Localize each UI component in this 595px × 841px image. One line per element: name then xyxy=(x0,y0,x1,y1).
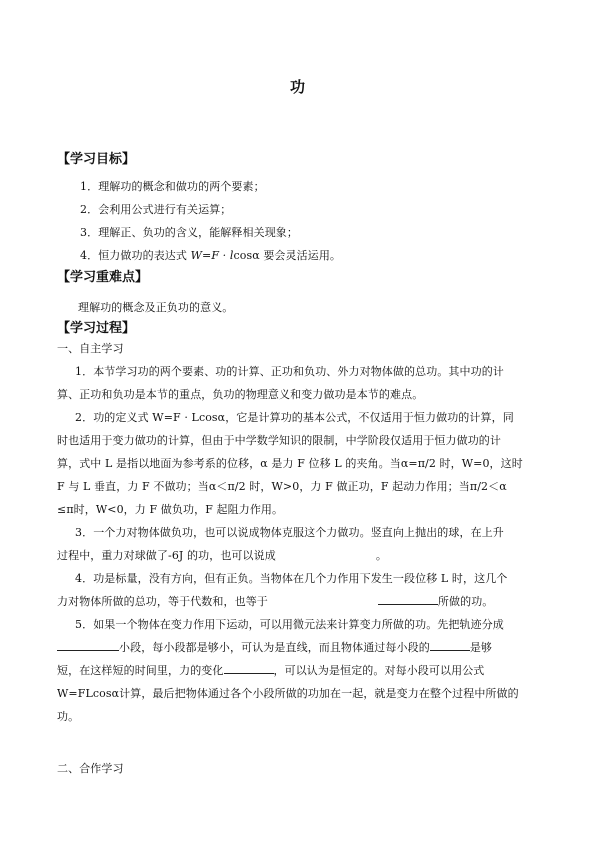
paragraph-line: 3．一个力对物体做负功，也可以说成物体克服这个力做功。竖直向上抛出的球，在上升 xyxy=(75,526,504,539)
goal-item xyxy=(80,247,341,263)
answer-blank[interactable] xyxy=(276,547,376,559)
goal-item: 1．理解功的概念和做功的两个要素； xyxy=(80,180,265,193)
answer-blank[interactable] xyxy=(430,639,470,651)
p5-text: 是够 xyxy=(469,641,493,654)
p4-end: 所做的功。 xyxy=(437,595,494,608)
page-title: 功 xyxy=(289,78,305,96)
paragraph-line: 1．本节学习功的两个要素、功的计算、正功和负功、外力对物体做的总功。其中功的计 xyxy=(75,365,504,378)
paragraph-line: 2．功的定义式 W=F · Lcosα，它是计算功的基本公式，不仅适用于恒力做功的计算，同 xyxy=(75,411,514,424)
paragraph-line xyxy=(57,639,492,655)
answer-blank[interactable] xyxy=(378,593,438,605)
answer-blank[interactable] xyxy=(57,639,119,651)
paragraph-line: 4．功是标量，没有方向，但有正负。当物体在几个力作用下发生一段位移 L 时，这几个 xyxy=(75,572,508,585)
part1-title: 一、自主学习 xyxy=(57,342,124,355)
paragraph-line: 时也适用于变力做功的计算，但由于中学数学知识的限制，中学阶段仅适用于恒力做功的计 xyxy=(57,434,501,447)
answer-blank[interactable] xyxy=(224,662,274,674)
goal-item: 2．会利用公式进行有关运算； xyxy=(80,203,232,216)
goal4-pre: 4．恒力做功的表达式 xyxy=(80,249,191,262)
key-text: 理解功的概念及正负功的意义。 xyxy=(78,301,234,314)
goal4-post: cosα 要会灵活运用。 xyxy=(233,249,342,262)
goal4-formula: W=F · l xyxy=(190,249,234,262)
paragraph-line: F 与 L 垂直，力 F 不做功；当α＜π/2 时，W>0，力 F 做正功，F 起动力作用；当π/2＜α xyxy=(57,480,507,493)
paragraph-line: 算、正功和负功是本节的重点，负功的物理意义和变力做功是本节的难点。 xyxy=(57,388,424,401)
key-heading: 【学习重难点】 xyxy=(57,270,149,285)
paragraph-line: 功。 xyxy=(57,710,80,723)
paragraph-line: 算，式中 L 是指以地面为参考系的位移，α 是力 F 位移 L 的夹角。当α=π/2 时，W=0，这时 xyxy=(57,457,523,470)
paragraph-line xyxy=(57,662,484,678)
paragraph-line: W=FLcosα计算，最后把物体通过各个小段所做的功加在一起，就是变力在整个过程中所做的 xyxy=(57,687,519,700)
paragraph-line xyxy=(57,547,387,563)
paragraph-line: ≤π时，W<0，力 F 做负功，F 起阻力作用。 xyxy=(57,503,284,516)
p5-text: 小段，每小段都是够小，可认为是直线，而且物体通过每小段的 xyxy=(119,641,430,654)
p3-text: 过程中，重力对球做了-6J 的功，也可以说成 xyxy=(57,549,276,562)
p5-text: ，可以认为是恒定的。对每小段可以用公式 xyxy=(273,664,485,677)
process-heading: 【学习过程】 xyxy=(57,321,136,336)
paragraph-line: 5．如果一个物体在变力作用下运动，可以用微元法来计算变力所做的功。先把轨迹分成 xyxy=(75,618,504,631)
part2-title: 二、合作学习 xyxy=(57,762,124,775)
paragraph-line xyxy=(57,593,493,609)
goal-item: 3．理解正、负功的含义，能解释相关现象； xyxy=(80,226,298,239)
p3-end: 。 xyxy=(375,549,387,562)
p5-text: 短，在这样短的时间里，力的变化 xyxy=(57,664,224,677)
goals-heading: 【学习目标】 xyxy=(57,152,136,167)
spacer xyxy=(268,593,378,605)
p4-text: 力对物体所做的总功，等于代数和，也等于 xyxy=(57,595,268,608)
